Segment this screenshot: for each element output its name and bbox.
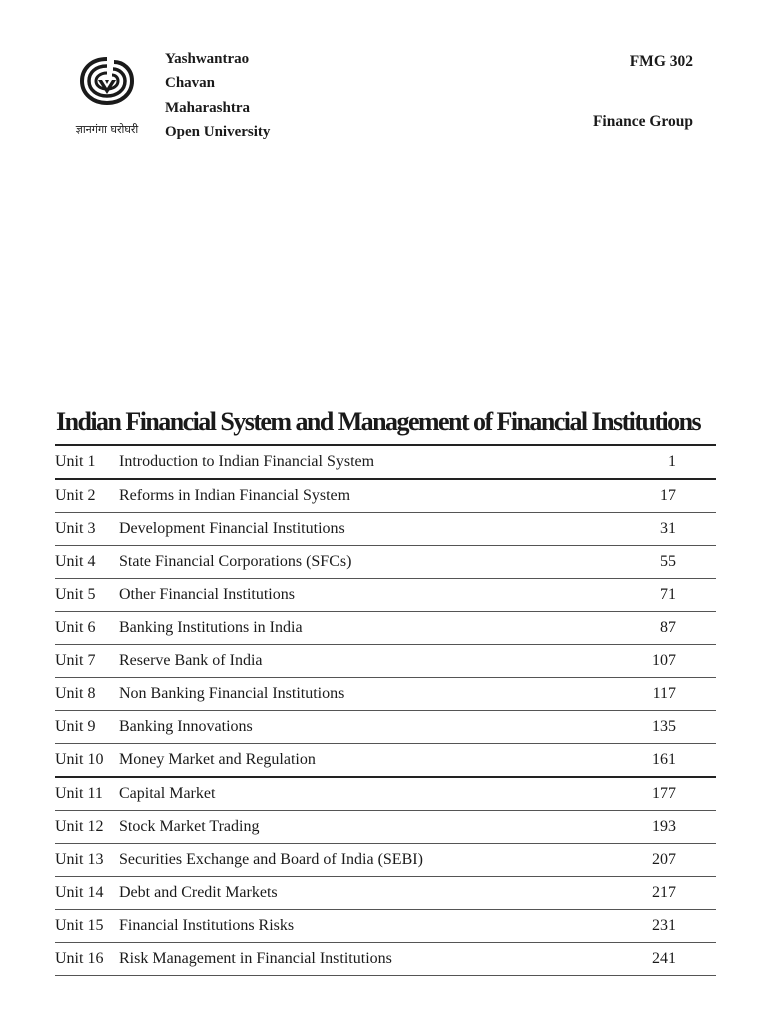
toc-row [55, 877, 716, 910]
toc-unit-title: Stock Market Trading [119, 811, 616, 844]
toc-unit-number: Unit 2 [55, 479, 119, 513]
toc-unit-title: Capital Market [119, 777, 616, 811]
toc-page-number: 71 [616, 579, 716, 612]
toc-unit-number: Unit 14 [55, 877, 119, 910]
toc-unit-number: Unit 13 [55, 844, 119, 877]
toc-unit-number: Unit 8 [55, 678, 119, 711]
toc-row [55, 479, 716, 513]
toc-page-number: 55 [616, 546, 716, 579]
toc-row [55, 711, 716, 744]
toc-page-number: 31 [616, 513, 716, 546]
university-name [165, 47, 270, 144]
toc-unit-title: Reserve Bank of India [119, 645, 616, 678]
toc-row [55, 513, 716, 546]
course-group: Finance Group [592, 113, 693, 130]
toc-page-number: 117 [616, 678, 716, 711]
university-name-line: Maharashtra [165, 99, 250, 116]
toc-row [55, 678, 716, 711]
toc-row [55, 777, 716, 811]
toc-page-number: 241 [616, 943, 716, 976]
toc-unit-number: Unit 5 [55, 579, 119, 612]
toc-unit-title: State Financial Corporations (SFCs) [119, 546, 616, 579]
logo-caption: ज्ञानगंगा घरोघरी [75, 123, 139, 136]
toc-unit-title: Non Banking Financial Institutions [119, 678, 616, 711]
toc-unit-title: Debt and Credit Markets [119, 877, 616, 910]
toc-unit-number: Unit 7 [55, 645, 119, 678]
toc-unit-number: Unit 1 [55, 445, 119, 479]
toc-unit-title: Banking Innovations [119, 711, 616, 744]
toc-unit-number: Unit 12 [55, 811, 119, 844]
contents-body [55, 445, 716, 976]
university-name-line: Open University [165, 123, 271, 140]
toc-page-number: 193 [616, 811, 716, 844]
toc-row [55, 943, 716, 976]
toc-unit-title: Banking Institutions in India [119, 612, 616, 645]
toc-unit-title: Reforms in Indian Financial System [119, 479, 616, 513]
toc-page-number: 87 [616, 612, 716, 645]
toc-page-number: 17 [616, 479, 716, 513]
toc-unit-number: Unit 9 [55, 711, 119, 744]
toc-unit-number: Unit 11 [55, 777, 119, 811]
university-name-line: Yashwantrao [165, 51, 250, 67]
toc-unit-number: Unit 6 [55, 612, 119, 645]
toc-unit-title: Other Financial Institutions [119, 579, 616, 612]
toc-row [55, 844, 716, 877]
university-logo [68, 50, 146, 140]
toc-unit-title: Risk Management in Financial Institutions [119, 943, 616, 976]
toc-page-number: 231 [616, 910, 716, 943]
toc-row [55, 445, 716, 479]
toc-unit-title: Development Financial Institutions [119, 513, 616, 546]
course-code: FMG 302 [629, 53, 693, 70]
toc-page-number: 1 [616, 445, 716, 479]
book-title: Indian Financial System and Management of Financial Institutions [56, 407, 701, 436]
toc-page-number: 161 [616, 744, 716, 778]
toc-unit-number: Unit 15 [55, 910, 119, 943]
toc-row [55, 546, 716, 579]
toc-row [55, 811, 716, 844]
toc-unit-number: Unit 3 [55, 513, 119, 546]
toc-row [55, 645, 716, 678]
toc-unit-title: Introduction to Indian Financial System [119, 445, 616, 479]
toc-unit-number: Unit 16 [55, 943, 119, 976]
toc-row [55, 744, 716, 778]
toc-unit-number: Unit 10 [55, 744, 119, 778]
toc-unit-title: Financial Institutions Risks [119, 910, 616, 943]
toc-unit-title: Money Market and Regulation [119, 744, 616, 778]
toc-page-number: 135 [616, 711, 716, 744]
toc-unit-number: Unit 4 [55, 546, 119, 579]
toc-row [55, 579, 716, 612]
toc-page-number: 177 [616, 777, 716, 811]
toc-page-number: 107 [616, 645, 716, 678]
university-name-line: Chavan [165, 75, 216, 92]
toc-page-number: 217 [616, 877, 716, 910]
spiral-emblem-icon [78, 50, 136, 116]
toc-row [55, 910, 716, 943]
toc-page-number: 207 [616, 844, 716, 877]
contents-table [55, 444, 716, 976]
toc-unit-title: Securities Exchange and Board of India (SEBI) [119, 844, 616, 877]
toc-row [55, 612, 716, 645]
